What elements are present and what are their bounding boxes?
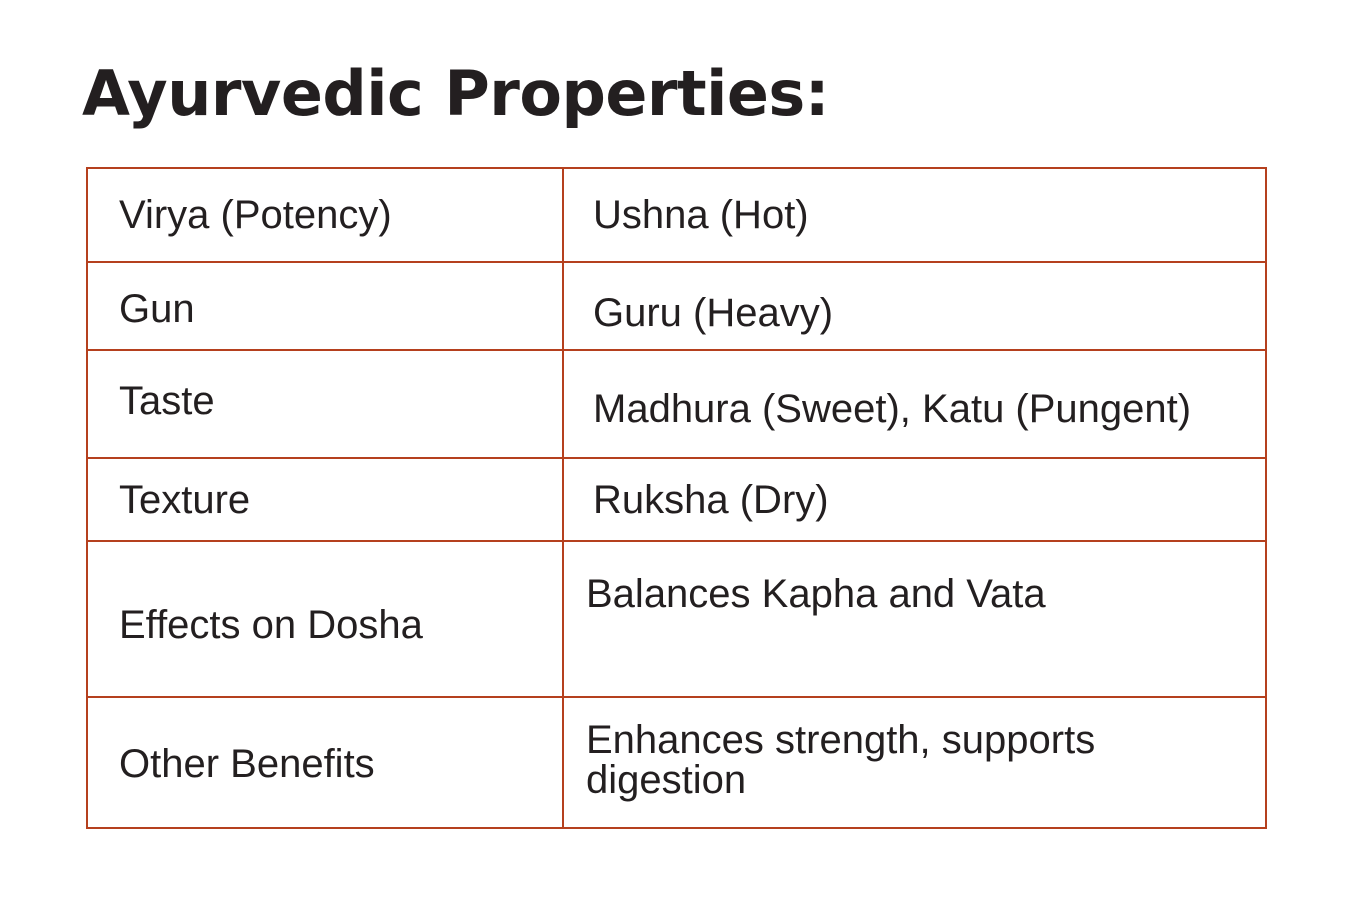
table-row <box>87 350 1266 458</box>
property-value: Enhances strength, supports digestion <box>563 697 1266 828</box>
property-label: Texture <box>87 458 563 541</box>
property-label: Gun <box>87 262 563 350</box>
property-label: Effects on Dosha <box>87 541 563 697</box>
table-row <box>87 262 1266 350</box>
table-row <box>87 458 1266 541</box>
property-label: Taste <box>87 350 563 458</box>
ayurvedic-properties-table <box>86 167 1267 829</box>
property-value: Ushna (Hot) <box>563 168 1266 262</box>
property-value: Balances Kapha and Vata <box>563 541 1266 697</box>
property-value: Madhura (Sweet), Katu (Pungent) <box>563 350 1266 458</box>
property-label: Virya (Potency) <box>87 168 563 262</box>
property-label: Other Benefits <box>87 697 563 828</box>
table-row <box>87 541 1266 697</box>
property-value: Ruksha (Dry) <box>563 458 1266 541</box>
table-row <box>87 168 1266 262</box>
page-title: Ayurvedic Properties: <box>82 57 830 130</box>
table-row <box>87 697 1266 828</box>
property-value: Guru (Heavy) <box>563 262 1266 350</box>
